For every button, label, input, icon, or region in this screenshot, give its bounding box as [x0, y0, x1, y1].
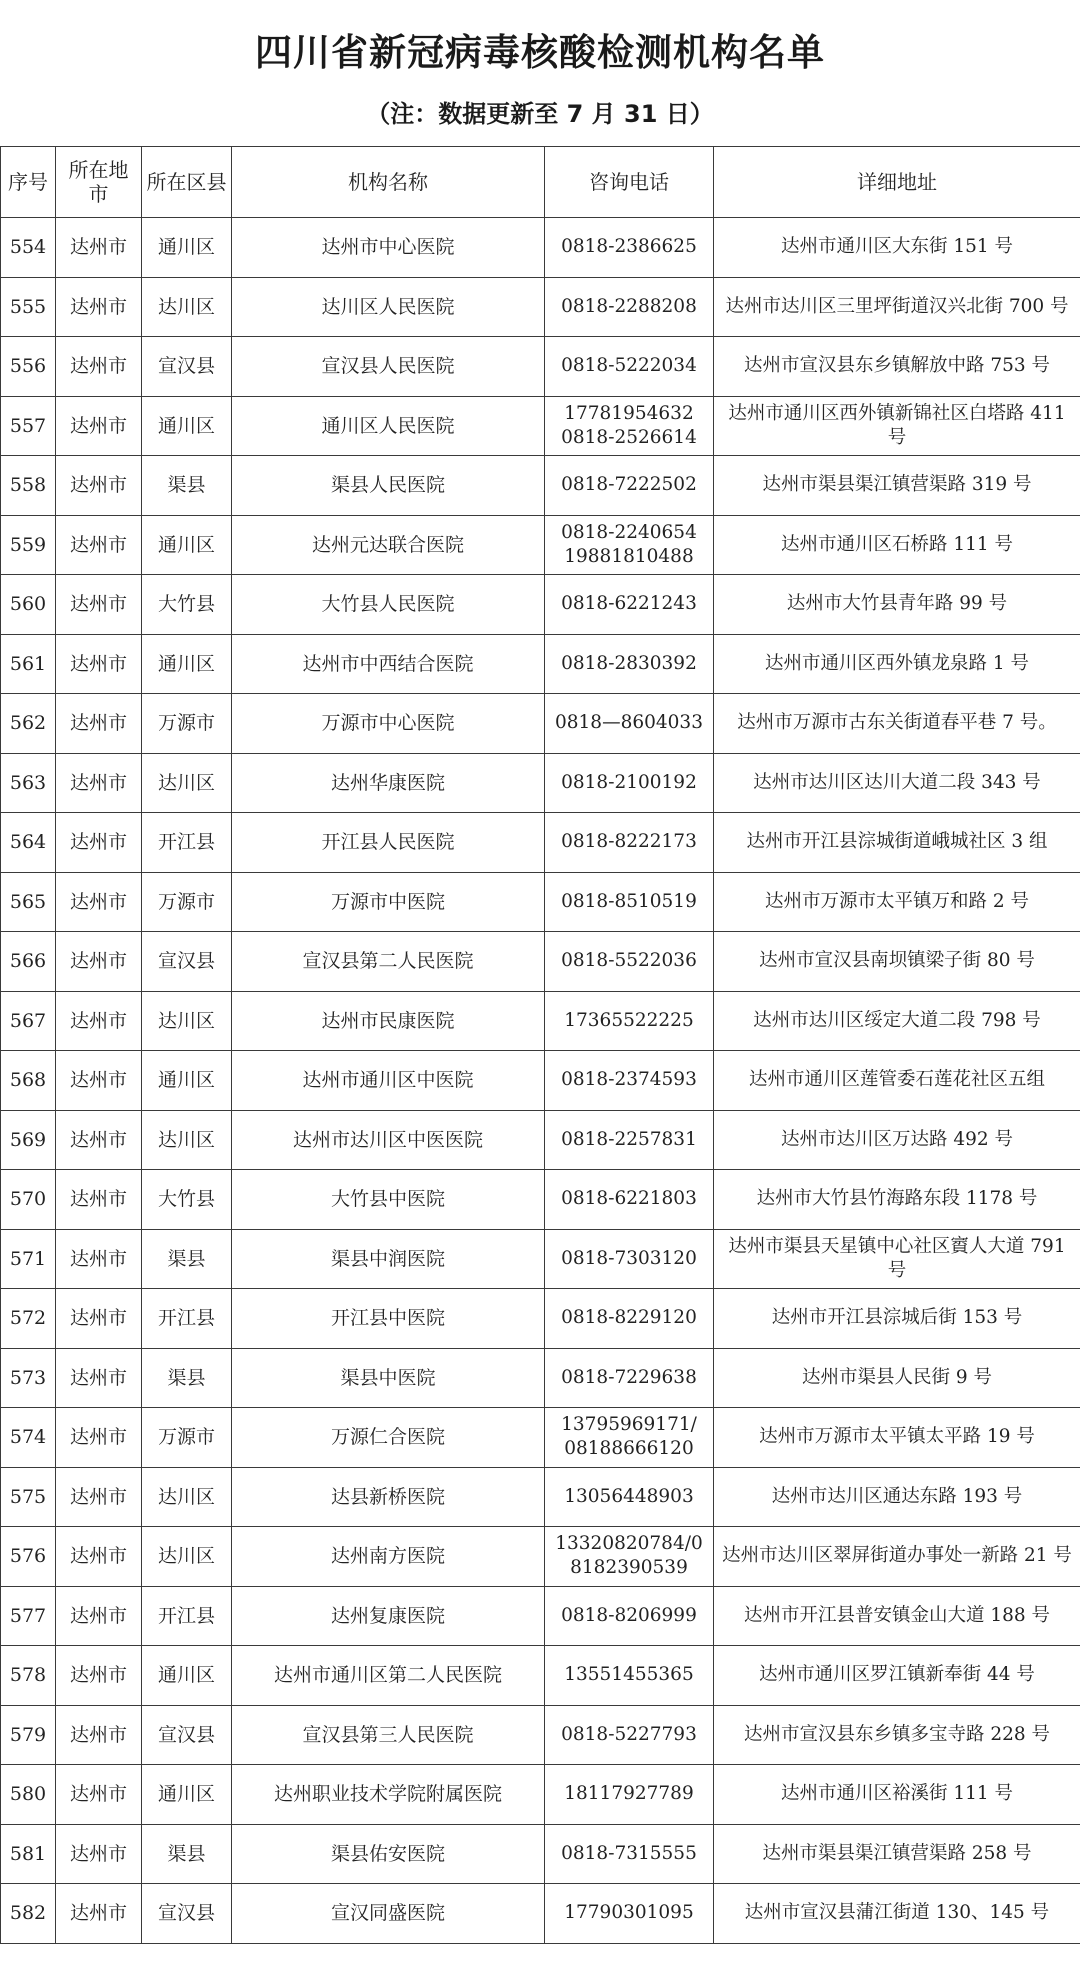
cell-index: 567	[1, 991, 56, 1051]
cell-index: 564	[1, 813, 56, 873]
cell-phone: 0818-8206999	[545, 1586, 714, 1646]
cell-phone: 0818-2830392	[545, 634, 714, 694]
cell-district: 开江县	[142, 813, 232, 873]
cell-address: 达州市通川区大东街 151 号	[714, 218, 1080, 278]
cell-district: 达川区	[142, 753, 232, 813]
table-body	[1, 218, 1080, 1944]
table-row	[1, 1289, 1080, 1349]
cell-phone: 13795969171/ 08188666120	[545, 1408, 714, 1468]
cell-institution: 开江县中医院	[232, 1289, 545, 1349]
cell-district: 通川区	[142, 1765, 232, 1825]
cell-city: 达州市	[56, 1289, 142, 1349]
cell-institution: 渠县人民医院	[232, 456, 545, 516]
cell-address: 达州市宣汉县蒲江街道 130、145 号	[714, 1884, 1080, 1944]
cell-phone: 0818-2374593	[545, 1051, 714, 1111]
table-row	[1, 1408, 1080, 1468]
institution-table	[0, 146, 1080, 1944]
cell-address: 达州市宣汉县东乡镇多宝寺路 228 号	[714, 1705, 1080, 1765]
cell-city: 达州市	[56, 1527, 142, 1587]
header-city: 所在地市	[56, 147, 142, 218]
cell-phone: 13551455365	[545, 1646, 714, 1706]
cell-phone: 0818-2386625	[545, 218, 714, 278]
cell-address: 达州市渠县天星镇中心社区賨人大道 791 号	[714, 1229, 1080, 1289]
cell-index: 572	[1, 1289, 56, 1349]
cell-district: 开江县	[142, 1289, 232, 1349]
cell-city: 达州市	[56, 1705, 142, 1765]
cell-address: 达州市渠县渠江镇营渠路 258 号	[714, 1824, 1080, 1884]
cell-institution: 达县新桥医院	[232, 1467, 545, 1527]
cell-city: 达州市	[56, 1884, 142, 1944]
cell-index: 563	[1, 753, 56, 813]
cell-district: 宣汉县	[142, 1705, 232, 1765]
cell-index: 569	[1, 1110, 56, 1170]
cell-institution: 通川区人民医院	[232, 396, 545, 456]
cell-district: 达川区	[142, 1527, 232, 1587]
cell-index: 573	[1, 1348, 56, 1408]
cell-district: 万源市	[142, 1408, 232, 1468]
cell-address: 达州市大竹县竹海路东段 1178 号	[714, 1170, 1080, 1230]
cell-index: 582	[1, 1884, 56, 1944]
cell-address: 达州市开江县普安镇金山大道 188 号	[714, 1586, 1080, 1646]
table-row	[1, 1705, 1080, 1765]
cell-city: 达州市	[56, 1229, 142, 1289]
cell-phone: 0818-2257831	[545, 1110, 714, 1170]
cell-city: 达州市	[56, 813, 142, 873]
cell-address: 达州市渠县人民街 9 号	[714, 1348, 1080, 1408]
cell-city: 达州市	[56, 1824, 142, 1884]
cell-index: 571	[1, 1229, 56, 1289]
page-title: 四川省新冠病毒核酸检测机构名单	[255, 31, 825, 74]
cell-index: 566	[1, 932, 56, 992]
cell-institution: 大竹县中医院	[232, 1170, 545, 1230]
cell-institution: 达州职业技术学院附属医院	[232, 1765, 545, 1825]
cell-index: 559	[1, 515, 56, 575]
cell-district: 大竹县	[142, 575, 232, 635]
table-row	[1, 1824, 1080, 1884]
table-row	[1, 813, 1080, 873]
cell-city: 达州市	[56, 753, 142, 813]
cell-city: 达州市	[56, 277, 142, 337]
table-row	[1, 694, 1080, 754]
cell-institution: 万源市中医院	[232, 872, 545, 932]
cell-address: 达州市达川区翠屏街道办事处一新路 21 号	[714, 1527, 1080, 1587]
cell-address: 达州市渠县渠江镇营渠路 319 号	[714, 456, 1080, 516]
cell-phone: 17781954632 0818-2526614	[545, 396, 714, 456]
cell-city: 达州市	[56, 1765, 142, 1825]
cell-index: 577	[1, 1586, 56, 1646]
cell-city: 达州市	[56, 1586, 142, 1646]
table-row	[1, 218, 1080, 278]
cell-address: 达州市万源市太平镇万和路 2 号	[714, 872, 1080, 932]
cell-institution: 开江县人民医院	[232, 813, 545, 873]
cell-index: 580	[1, 1765, 56, 1825]
cell-address: 达州市宣汉县南坝镇梁子街 80 号	[714, 932, 1080, 992]
cell-city: 达州市	[56, 932, 142, 992]
cell-institution: 达州市民康医院	[232, 991, 545, 1051]
cell-city: 达州市	[56, 1170, 142, 1230]
cell-address: 达州市万源市太平镇太平路 19 号	[714, 1408, 1080, 1468]
cell-city: 达州市	[56, 991, 142, 1051]
cell-district: 渠县	[142, 456, 232, 516]
header-address: 详细地址	[714, 147, 1080, 218]
table-row	[1, 1884, 1080, 1944]
cell-district: 渠县	[142, 1824, 232, 1884]
table-row	[1, 932, 1080, 992]
cell-institution: 宣汉县第三人民医院	[232, 1705, 545, 1765]
cell-phone: 0818-5522036	[545, 932, 714, 992]
header-index: 序号	[1, 147, 56, 218]
cell-district: 万源市	[142, 872, 232, 932]
cell-index: 557	[1, 396, 56, 456]
cell-phone: 0818-5222034	[545, 337, 714, 397]
table-row	[1, 1646, 1080, 1706]
table-row	[1, 1229, 1080, 1289]
cell-district: 大竹县	[142, 1170, 232, 1230]
cell-institution: 渠县中润医院	[232, 1229, 545, 1289]
cell-institution: 渠县佑安医院	[232, 1824, 545, 1884]
cell-phone: 0818-7315555	[545, 1824, 714, 1884]
cell-institution: 宣汉县第二人民医院	[232, 932, 545, 992]
cell-district: 渠县	[142, 1348, 232, 1408]
cell-index: 574	[1, 1408, 56, 1468]
cell-city: 达州市	[56, 218, 142, 278]
cell-institution: 达州市通川区第二人民医院	[232, 1646, 545, 1706]
cell-index: 576	[1, 1527, 56, 1587]
cell-city: 达州市	[56, 1408, 142, 1468]
cell-phone: 0818-6221803	[545, 1170, 714, 1230]
cell-institution: 宣汉同盛医院	[232, 1884, 545, 1944]
cell-address: 达州市达川区通达东路 193 号	[714, 1467, 1080, 1527]
cell-phone: 17365522225	[545, 991, 714, 1051]
header-phone: 咨询电话	[545, 147, 714, 218]
table-row	[1, 1527, 1080, 1587]
cell-index: 555	[1, 277, 56, 337]
table-row	[1, 1586, 1080, 1646]
cell-address: 达州市达川区达川大道二段 343 号	[714, 753, 1080, 813]
cell-address: 达州市通川区莲管委石莲花社区五组	[714, 1051, 1080, 1111]
cell-district: 通川区	[142, 1646, 232, 1706]
cell-index: 560	[1, 575, 56, 635]
cell-district: 通川区	[142, 396, 232, 456]
cell-phone: 0818-6221243	[545, 575, 714, 635]
cell-city: 达州市	[56, 337, 142, 397]
cell-address: 达州市宣汉县东乡镇解放中路 753 号	[714, 337, 1080, 397]
cell-index: 561	[1, 634, 56, 694]
table-row	[1, 1051, 1080, 1111]
cell-index: 578	[1, 1646, 56, 1706]
cell-index: 556	[1, 337, 56, 397]
cell-address: 达州市通川区石桥路 111 号	[714, 515, 1080, 575]
cell-index: 568	[1, 1051, 56, 1111]
page-subtitle: （注：数据更新至 7 月 31 日）	[366, 100, 714, 128]
cell-address: 达州市通川区西外镇新锦社区白塔路 411 号	[714, 396, 1080, 456]
cell-phone: 0818-7229638	[545, 1348, 714, 1408]
cell-city: 达州市	[56, 634, 142, 694]
cell-phone: 0818-2240654 19881810488	[545, 515, 714, 575]
table-row	[1, 1765, 1080, 1825]
cell-district: 通川区	[142, 515, 232, 575]
cell-phone: 0818—8604033	[545, 694, 714, 754]
table-header-row	[1, 147, 1080, 218]
table-row	[1, 396, 1080, 456]
header-district: 所在区县	[142, 147, 232, 218]
cell-institution: 达川区人民医院	[232, 277, 545, 337]
cell-institution: 达州市达川区中医医院	[232, 1110, 545, 1170]
cell-city: 达州市	[56, 1348, 142, 1408]
cell-institution: 渠县中医院	[232, 1348, 545, 1408]
cell-address: 达州市大竹县青年路 99 号	[714, 575, 1080, 635]
table-row	[1, 1170, 1080, 1230]
cell-phone: 0818-7222502	[545, 456, 714, 516]
cell-institution: 达州南方医院	[232, 1527, 545, 1587]
cell-institution: 万源市中心医院	[232, 694, 545, 754]
cell-institution: 达州复康医院	[232, 1586, 545, 1646]
table-row	[1, 753, 1080, 813]
cell-index: 570	[1, 1170, 56, 1230]
cell-district: 宣汉县	[142, 932, 232, 992]
table-row	[1, 277, 1080, 337]
cell-institution: 万源仁合医院	[232, 1408, 545, 1468]
cell-address: 达州市通川区西外镇龙泉路 1 号	[714, 634, 1080, 694]
cell-address: 达州市通川区裕溪街 111 号	[714, 1765, 1080, 1825]
cell-district: 开江县	[142, 1586, 232, 1646]
cell-institution: 大竹县人民医院	[232, 575, 545, 635]
cell-phone: 13320820784/0 8182390539	[545, 1527, 714, 1587]
table-row	[1, 634, 1080, 694]
table-row	[1, 1348, 1080, 1408]
cell-district: 通川区	[142, 218, 232, 278]
cell-address: 达州市开江县淙城后街 153 号	[714, 1289, 1080, 1349]
cell-city: 达州市	[56, 1110, 142, 1170]
cell-phone: 0818-2100192	[545, 753, 714, 813]
cell-city: 达州市	[56, 515, 142, 575]
cell-phone: 0818-8222173	[545, 813, 714, 873]
cell-district: 渠县	[142, 1229, 232, 1289]
cell-index: 581	[1, 1824, 56, 1884]
cell-district: 达川区	[142, 1110, 232, 1170]
cell-index: 579	[1, 1705, 56, 1765]
cell-phone: 18117927789	[545, 1765, 714, 1825]
cell-city: 达州市	[56, 396, 142, 456]
table-row	[1, 1110, 1080, 1170]
cell-institution: 宣汉县人民医院	[232, 337, 545, 397]
cell-index: 554	[1, 218, 56, 278]
cell-institution: 达州市通川区中医院	[232, 1051, 545, 1111]
cell-index: 575	[1, 1467, 56, 1527]
table-row	[1, 872, 1080, 932]
cell-city: 达州市	[56, 1467, 142, 1527]
cell-city: 达州市	[56, 694, 142, 754]
cell-institution: 达州华康医院	[232, 753, 545, 813]
cell-phone: 17790301095	[545, 1884, 714, 1944]
cell-district: 宣汉县	[142, 337, 232, 397]
cell-phone: 13056448903	[545, 1467, 714, 1527]
table-row	[1, 337, 1080, 397]
cell-index: 565	[1, 872, 56, 932]
cell-index: 558	[1, 456, 56, 516]
table-row	[1, 575, 1080, 635]
cell-institution: 达州元达联合医院	[232, 515, 545, 575]
cell-phone: 0818-7303120	[545, 1229, 714, 1289]
cell-phone: 0818-8229120	[545, 1289, 714, 1349]
cell-city: 达州市	[56, 872, 142, 932]
cell-address: 达州市万源市古东关街道春平巷 7 号。	[714, 694, 1080, 754]
cell-district: 宣汉县	[142, 1884, 232, 1944]
cell-address: 达州市达川区万达路 492 号	[714, 1110, 1080, 1170]
header-institution: 机构名称	[232, 147, 545, 218]
cell-city: 达州市	[56, 1646, 142, 1706]
cell-phone: 0818-5227793	[545, 1705, 714, 1765]
cell-phone: 0818-8510519	[545, 872, 714, 932]
cell-institution: 达州市中心医院	[232, 218, 545, 278]
cell-address: 达州市开江县淙城街道峨城社区 3 组	[714, 813, 1080, 873]
cell-district: 通川区	[142, 634, 232, 694]
cell-phone: 0818-2288208	[545, 277, 714, 337]
cell-index: 562	[1, 694, 56, 754]
cell-city: 达州市	[56, 456, 142, 516]
cell-district: 万源市	[142, 694, 232, 754]
cell-address: 达州市达川区绥定大道二段 798 号	[714, 991, 1080, 1051]
cell-institution: 达州市中西结合医院	[232, 634, 545, 694]
cell-district: 达川区	[142, 277, 232, 337]
cell-address: 达州市达川区三里坪街道汉兴北街 700 号	[714, 277, 1080, 337]
table-row	[1, 456, 1080, 516]
table-row	[1, 1467, 1080, 1527]
table-row	[1, 515, 1080, 575]
cell-district: 达川区	[142, 991, 232, 1051]
cell-district: 通川区	[142, 1051, 232, 1111]
cell-city: 达州市	[56, 575, 142, 635]
table-row	[1, 991, 1080, 1051]
cell-district: 达川区	[142, 1467, 232, 1527]
cell-address: 达州市通川区罗江镇新奉街 44 号	[714, 1646, 1080, 1706]
cell-city: 达州市	[56, 1051, 142, 1111]
